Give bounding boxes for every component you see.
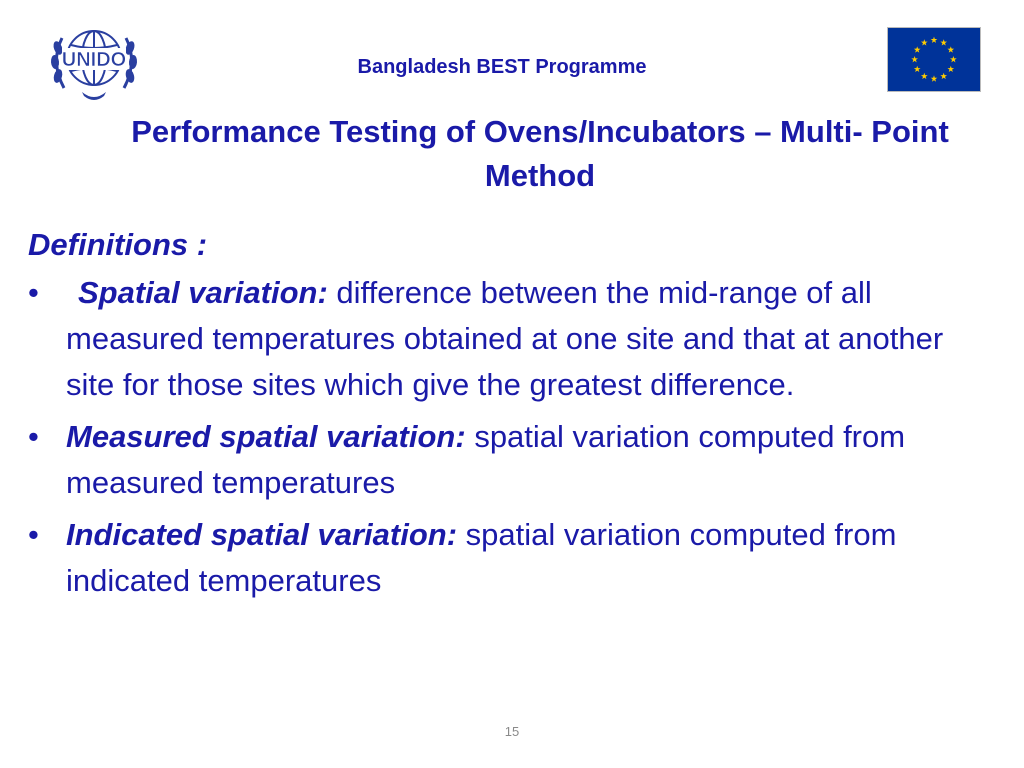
list-item	[28, 414, 988, 506]
eu-star-icon	[921, 39, 928, 45]
eu-star-icon	[931, 75, 938, 81]
eu-flag-icon	[887, 27, 981, 92]
definition-term: Spatial variation:	[78, 275, 337, 310]
page-number: 15	[504, 724, 520, 739]
eu-star-icon	[914, 46, 921, 52]
eu-star-icon	[947, 46, 954, 52]
eu-star-icon	[940, 39, 947, 45]
definition-term: Indicated spatial variation:	[66, 517, 466, 552]
eu-star-icon	[931, 37, 938, 43]
definitions-list	[28, 270, 988, 604]
definition-description: spatial variation computed from measured temperatures	[66, 419, 906, 500]
definition-term: Measured spatial variation:	[66, 419, 475, 454]
bullet-icon: •	[28, 517, 39, 552]
definition-description: spatial variation computed from indicated temperatures	[66, 517, 897, 598]
eu-star-icon	[950, 56, 957, 62]
definitions-heading: Definitions :	[28, 227, 208, 262]
content-body	[28, 222, 988, 610]
programme-title: Bangladesh BEST Programme	[357, 56, 647, 78]
list-item	[28, 270, 988, 408]
list-item	[28, 512, 988, 604]
bullet-icon: •	[28, 275, 39, 310]
eu-star-icon	[940, 73, 947, 79]
eu-star-icon	[947, 66, 954, 72]
eu-star-icon	[911, 56, 918, 62]
eu-star-icon	[914, 66, 921, 72]
unido-logo	[46, 18, 142, 104]
unido-logo-text: UNIDO	[61, 49, 127, 71]
slide-title: Performance Testing of Ovens/Incubators – Multi- Point Method	[131, 114, 949, 193]
bullet-icon: •	[28, 419, 39, 454]
definition-description: difference between the mid-range of all measured temperatures obtained at one site and that at another site for those sites which give the greatest difference.	[66, 275, 944, 402]
eu-star-icon	[921, 73, 928, 79]
